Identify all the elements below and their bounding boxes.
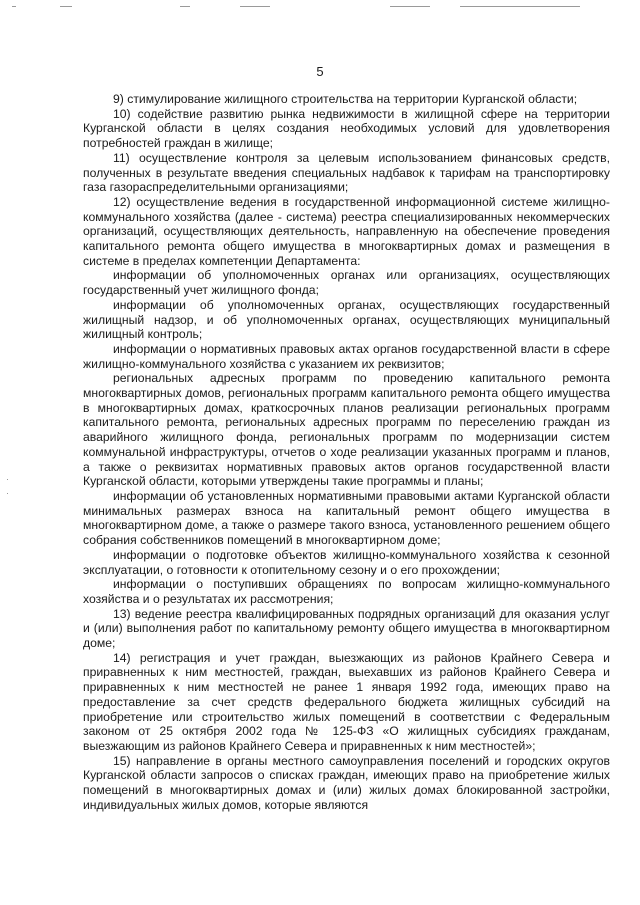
scan-margin-mark: · — [6, 474, 9, 484]
paragraph-15: 15) направление в органы местного самоуправления поселений и городских округов Курганской области запросов о списках граждан, имеющих право на приобретение жилых помещений в многоквартирных домах и (или) жилых домах блокированной застройки, индивидуальных жилых домов, которые являются — [83, 753, 610, 812]
paragraph-12-item-4: региональных адресных программ по проведению капитального ремонта многоквартирных домов, региональных программ капитального ремонта общего имущества в многоквартирных домах, краткосрочных планов реализации региональных программ капитального ремонта, региональных адресных программ по переселению граждан из аварийного жилищного фонда, региональных программ по модернизации систем коммунальной инфраструктуры, отчетов о ходе реализации указанных программ и планов, а также о реквизитах нормативных правовых актов органов государственной власти Курганской области, которыми утверждены такие программы и планы; — [83, 371, 610, 489]
paragraph-10: 10) содействие развитию рынка недвижимости в жилищной сфере на территории Курганской области в целях создания необходимых условий для удовлетворения потребностей граждан в жилище; — [83, 106, 610, 151]
scan-margin-mark: · — [6, 488, 9, 498]
paragraph-12: 12) осуществление ведения в государственной информационной системе жилищно-коммунального хозяйства (далее - система) реестра специализированных некоммерческих организаций, осуществляющих деятельность, направленную на обеспечение проведения капитального ремонта общего имущества в многоквартирных домах и размещения в системе в пределах компетенции Департамента: — [83, 194, 610, 268]
document-body — [83, 92, 610, 812]
paragraph-13: 13) ведение реестра квалифицированных подрядных организаций для оказания услуг и (или) выполнения работ по капитальному ремонту общего имущества в многоквартирном доме; — [83, 606, 610, 651]
paragraph-12-item-2: информации об уполномоченных органах, осуществляющих государственный жилищный надзор, и об уполномоченных органах, осуществляющих муниципальный жилищный контроль; — [83, 297, 610, 342]
paragraph-12-item-6: информации о подготовке объектов жилищно-коммунального хозяйства к сезонной эксплуатации, о готовности к отопительному сезону и о его прохождении; — [83, 547, 610, 577]
scan-artifacts — [0, 4, 640, 10]
paragraph-12-item-5: информации об установленных нормативными правовыми актами Курганской области минимальных размерах взноса на капитальный ремонт общего имущества в многоквартирном доме, а также о размере такого взноса, установленного решением общего собрания собственников помещений в многоквартирном доме; — [83, 488, 610, 548]
paragraph-12-item-1: информации об уполномоченных органах или организациях, осуществляющих государственный учет жилищного фонда; — [83, 268, 610, 298]
paragraph-11: 11) осуществление контроля за целевым использованием финансовых средств, полученных в результате введения специальных надбавок к тарифам на транспортировку газа газораспределительными организациями; — [83, 150, 610, 195]
paragraph-14: 14) регистрация и учет граждан, выезжающих из районов Крайнего Севера и приравненных к ним местностей, граждан, выехавших из районов Крайнего Севера и приравненных к ним местностей не ранее 1 января 1992 года, имеющих право на предоставление за счет средств федерального бюджета жилищных субсидий на приобретение или строительство жилых помещений в соответствии с Федеральным законом от 25 октября 2002 года № 125-ФЗ «О жилищных субсидиях гражданам, выезжающим из районов Крайнего Севера и приравненных к ним местностей»; — [83, 650, 610, 753]
paragraph-12-item-3: информации о нормативных правовых актах органов государственной власти в сфере жилищно-коммунального хозяйства с указанием их реквизитов; — [83, 341, 610, 371]
paragraph-12-item-7: информации о поступивших обращениях по вопросам жилищно-коммунального хозяйства и о результатах их рассмотрения; — [83, 577, 610, 606]
paragraph-9: 9) стимулирование жилищного строительства на территории Курганской области; — [113, 92, 578, 106]
page-number: 5 — [316, 64, 324, 79]
